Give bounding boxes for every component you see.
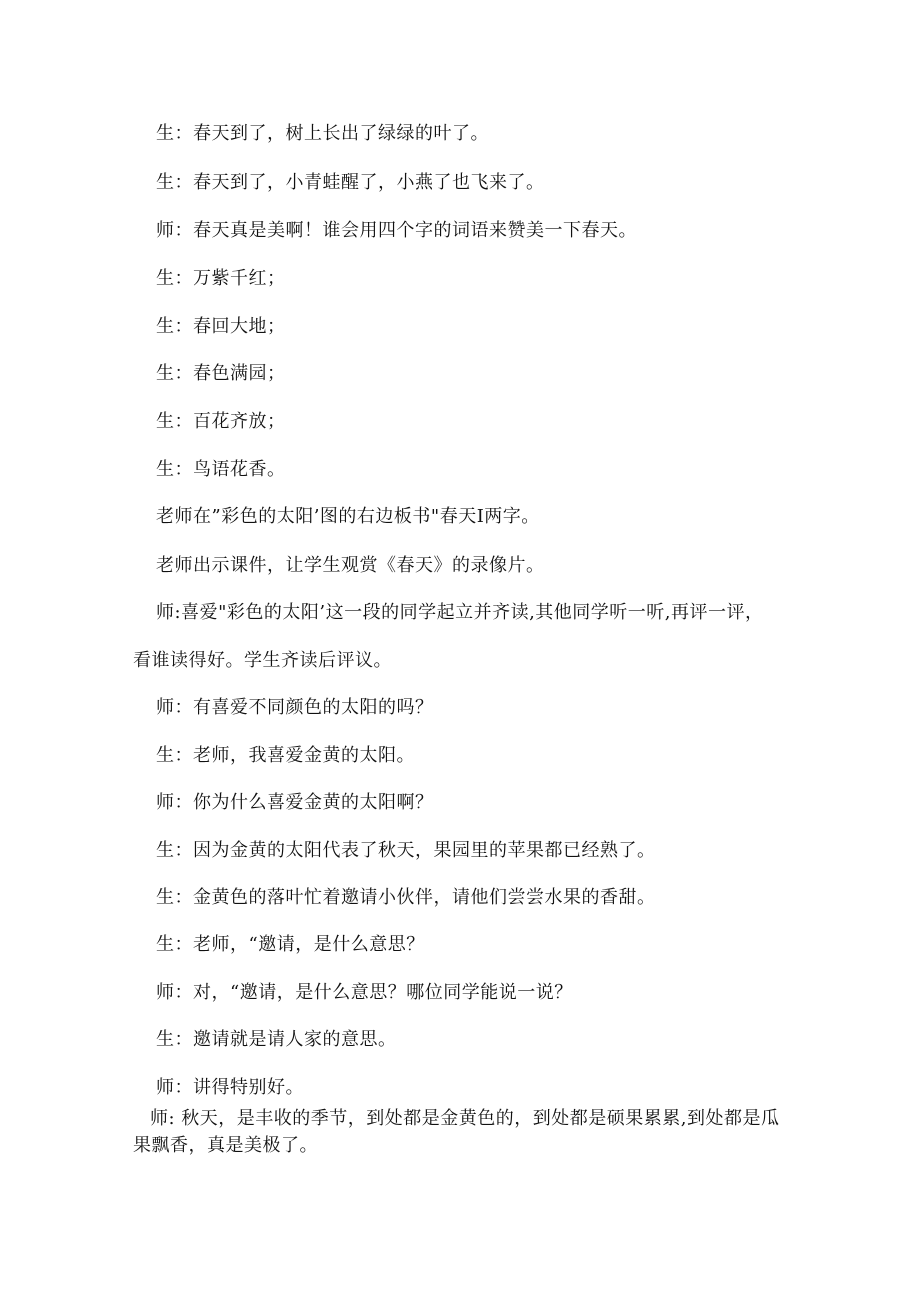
dialogue-line-18: 师：讲得特别好。 xyxy=(156,1077,304,1098)
dialogue-line-1: 生：春天到了，树上长出了绿绿的叶了。 xyxy=(156,123,489,144)
dialogue-line-10: 师：有喜爱不同颜色的太阳的吗？ xyxy=(156,697,434,718)
dialogue-line-17: 生：邀请就是请人家的意思。 xyxy=(156,1029,397,1050)
narration-line-1: 老师在”彩色的太阳’图的右边板书"春天I两字。 xyxy=(156,506,540,527)
dialogue-line-15: 生：老师，“邀请，是什么意思？ xyxy=(156,934,425,955)
dialogue-line-2: 生：春天到了，小青蛙醒了，小燕了也飞来了。 xyxy=(156,172,545,193)
dialogue-line-4: 生：万紫千红； xyxy=(156,268,286,289)
dialogue-line-12: 师：你为什么喜爱金黄的太阳啊？ xyxy=(156,792,434,813)
dialogue-line-6: 生：春色满园； xyxy=(156,363,286,384)
dialogue-line-8: 生：鸟语花香。 xyxy=(156,459,286,480)
dialogue-line-3: 师：春天真是美啊！谁会用四个字的词语来赞美一下春天。 xyxy=(156,220,637,241)
dialogue-line-14: 生：金黄色的落叶忙着邀请小伙伴，请他们尝尝水果的香甜。 xyxy=(156,887,656,908)
dialogue-line-9: 师:喜爱"彩色的太阳’这一段的同学起立并齐读,其他同学听一听,再评一评， xyxy=(156,602,764,623)
dialogue-line-7: 生：百花齐放； xyxy=(156,411,286,432)
dialogue-line-11: 生：老师，我喜爱金黄的太阳。 xyxy=(156,745,415,766)
dialogue-line-16: 师：对，“邀请，是什么意思？哪位同学能说一说？ xyxy=(156,982,573,1003)
dialogue-line-13: 生：因为金黄的太阳代表了秋天，果园里的苹果都已经熟了。 xyxy=(156,840,656,861)
dialogue-line-9-continued: 看谁读得好。学生齐读后评议。 xyxy=(133,650,392,671)
narration-line-2: 老师出示课件，让学生观赏《春天》的录像片。 xyxy=(156,555,545,576)
final-paragraph-line-1: 师: 秋天，是丰收的季节，到处都是金黄色的，到处都是硕果累累,到处都是瓜 xyxy=(150,1108,780,1129)
dialogue-line-5: 生：春回大地； xyxy=(156,316,286,337)
final-paragraph xyxy=(133,1105,793,1159)
final-paragraph-line-2: 果飘香，真是美极了。 xyxy=(133,1135,318,1156)
